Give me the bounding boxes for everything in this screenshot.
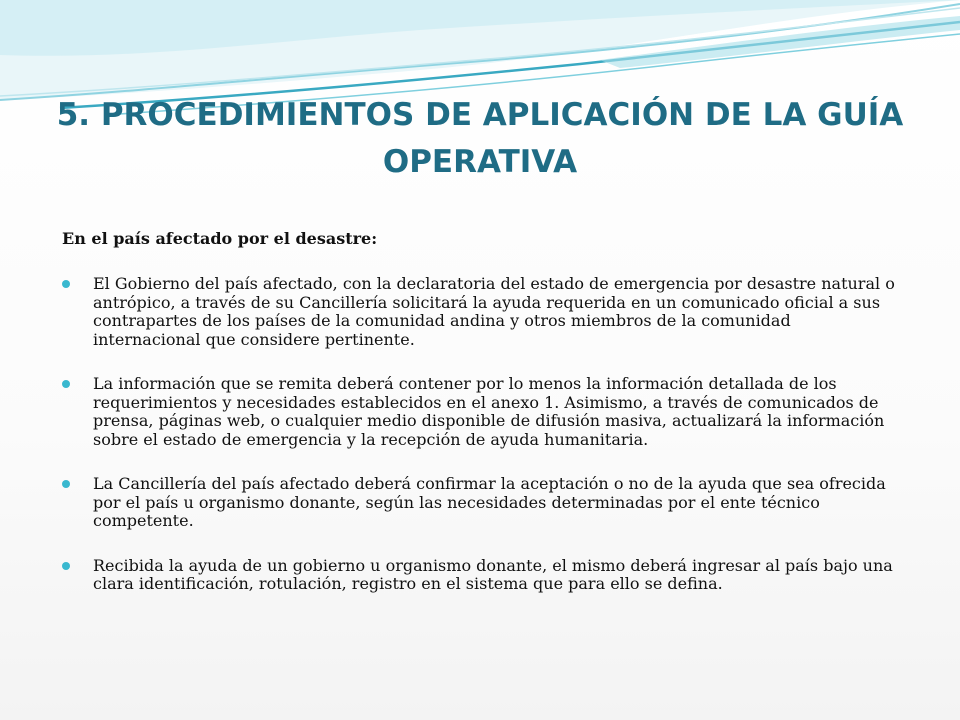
- bullet-text: Recibida la ayuda de un gobierno u organismo donante, el mismo deberá ingresar al país bajo una clara identificación, rotulación, registro en el sistema que para ello se defina.: [93, 555, 893, 593]
- bullet-dot-icon: [62, 480, 70, 488]
- bullet-list: [62, 275, 902, 620]
- bullet-dot-icon: [62, 562, 70, 570]
- bullet-text: La Cancillería del país afectado deberá confirmar la aceptación o no de la ayuda que sea ofrecida por el país u organismo donante, según las necesidades determinadas por el ente técnico competente.: [93, 474, 886, 530]
- list-item: [62, 375, 902, 449]
- list-item: [62, 557, 902, 594]
- section-subtitle: En el país afectado por el desastre:: [62, 229, 378, 248]
- slide-title: 5. PROCEDIMIENTOS DE APLICACIÓN DE LA GUÍA OPERATIVA: [56, 97, 904, 180]
- list-item: [62, 475, 902, 531]
- list-item: [62, 275, 902, 349]
- bullet-text: El Gobierno del país afectado, con la declaratoria del estado de emergencia por desastre natural o antrópico, a través de su Cancillería solicitará la ayuda requerida en un comunicado oficial a sus contrapartes de los países de la comunidad andina y otros miembros de la comunidad internacional que considere pertinente.: [93, 274, 895, 349]
- bullet-dot-icon: [62, 280, 70, 288]
- bullet-dot-icon: [62, 380, 70, 388]
- bullet-text: La información que se remita deberá contener por lo menos la información detallada de los requerimientos y necesidades establecidos en el anexo 1. Asimismo, a través de comunicados de prensa, páginas web, o cualquier medio disponible de difusión masiva, actualizará la información sobre el estado de emergencia y la recepción de ayuda humanitaria.: [93, 374, 885, 449]
